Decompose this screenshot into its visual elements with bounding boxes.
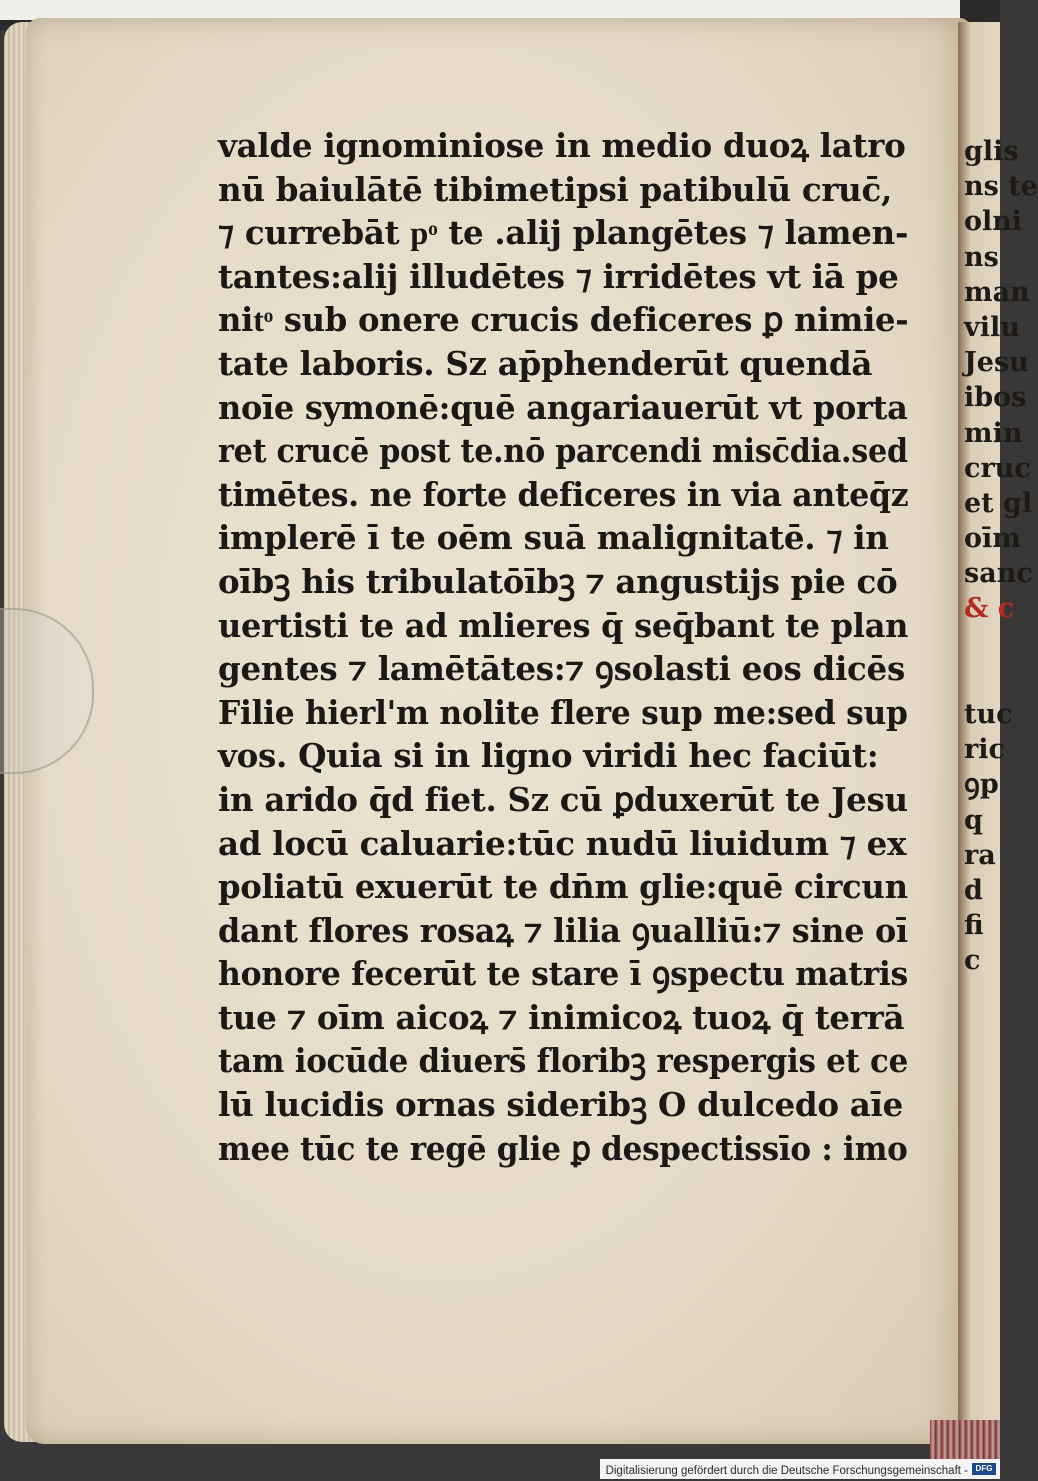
- text-line: tate laboris. Sz ap̄phenderūt quendā: [218, 343, 873, 383]
- text-line: noīe symonē:quē angariauerūt vt porta: [218, 387, 908, 427]
- next-page-fragment: sanc: [964, 558, 1033, 590]
- next-page-fragment: et gl: [964, 487, 1033, 519]
- text-line: lū lucidis ornas sideribꝫ O dulcedo aīe: [218, 1085, 904, 1125]
- text-line: vos. Quia si in ligno viridi hec faciūt:: [218, 736, 879, 776]
- text-line: ret crucē post te.nō parcendi misc̄dia.sed: [218, 431, 908, 471]
- next-page-fragment: oīm: [964, 523, 1021, 555]
- next-page-fragment: man: [964, 276, 1030, 308]
- main-text-block: [218, 124, 918, 1170]
- next-page-fragment: & c: [964, 593, 1015, 625]
- text-line: poliatū exuerūt te dn̄m glie:quē circun: [218, 867, 908, 907]
- text-line: dant flores rosaꝝ ⁊ lilia ꝯualliū:⁊ sine oī: [218, 910, 908, 950]
- next-page-fragment: tuc: [964, 699, 1013, 730]
- next-page-fragment: fi: [964, 910, 984, 942]
- text-line: ⁊ currebāt pͦ te .alij plangētes ⁊ lamen-: [218, 213, 909, 253]
- text-line: implerē ī te oēm suā malignitatē. ⁊ in: [218, 518, 889, 558]
- next-page-fragment: ns te: [964, 171, 1038, 203]
- footer-bar: [600, 1459, 1000, 1479]
- text-line: uertisti te ad mlieres q̄ seq̄bant te plan: [218, 605, 909, 645]
- next-page-fragment: [964, 662, 1004, 697]
- next-page-fragment: vilu: [964, 311, 1020, 343]
- text-line: nitͦ sub onere crucis deficeres ꝑ nimie-: [218, 300, 909, 340]
- next-page-fragment: d: [964, 874, 983, 906]
- next-page-fragment: q: [964, 804, 983, 836]
- text-line: mee tūc te regē glie ꝑ despectissīo : imo: [218, 1128, 908, 1168]
- text-line: gentes ⁊ lamētātes:⁊ ꝯsolasti eos dicēs: [218, 649, 905, 689]
- next-page-fragment: ric: [964, 734, 1005, 766]
- next-page-fragment: cruc: [964, 452, 1031, 484]
- next-page-fragment: min: [964, 417, 1023, 449]
- footer-credit: Digitalisierung gefördert durch die Deutsche Forschungsgemeinschaft -: [605, 1465, 968, 1477]
- text-line: ad locū caluarie:tūc nudū liuidum ⁊ ex: [218, 823, 907, 863]
- next-page-fragment: [964, 627, 1004, 662]
- next-page-fragment: Jesu: [964, 347, 1029, 379]
- text-line: tantes:alij illudētes ⁊ irridētes vt iā pe: [218, 256, 899, 296]
- next-page-fragment: olni: [964, 206, 1023, 238]
- next-page-fragment: glis: [964, 136, 1019, 167]
- next-page-fragment: c: [964, 945, 981, 977]
- dfg-logo: DFG: [972, 1463, 996, 1475]
- next-page-fragment: ꝯp: [964, 769, 999, 801]
- text-line: valde ignominiose in medio duoꝝ latro: [218, 126, 906, 165]
- text-line: in arido q̄d fiet. Sz cū ꝑduxerūt te Jesu: [218, 779, 908, 819]
- next-page-edge: [958, 22, 1038, 1442]
- text-line: honore fecerūt te stare ī ꝯspectu matris: [218, 954, 908, 994]
- scanner-edge: [0, 0, 960, 20]
- next-page-text: [964, 134, 1038, 979]
- next-page-fragment: ns: [964, 241, 999, 273]
- text-line: nū baiulātē tibimetipsi patibulū cruc̄,: [218, 169, 893, 209]
- text-line: Filie hierl'm nolite flere sup me:sed sup: [218, 692, 908, 732]
- text-line: timētes. ne forte deficeres in via anteq̄z: [218, 474, 909, 514]
- next-page-fragment: ibos: [964, 382, 1027, 414]
- text-line: tue ⁊ oīm aicoꝝ ⁊ inimicoꝝ tuoꝝ q̄ terrā: [218, 997, 905, 1037]
- next-page-fragment: ra: [964, 839, 996, 871]
- text-line: oībꝫ his tribulatōībꝫ ⁊ angustijs pie cō: [218, 561, 898, 601]
- text-line: tam iocūde diuers̄ floribꝫ respergis et ce: [218, 1041, 908, 1081]
